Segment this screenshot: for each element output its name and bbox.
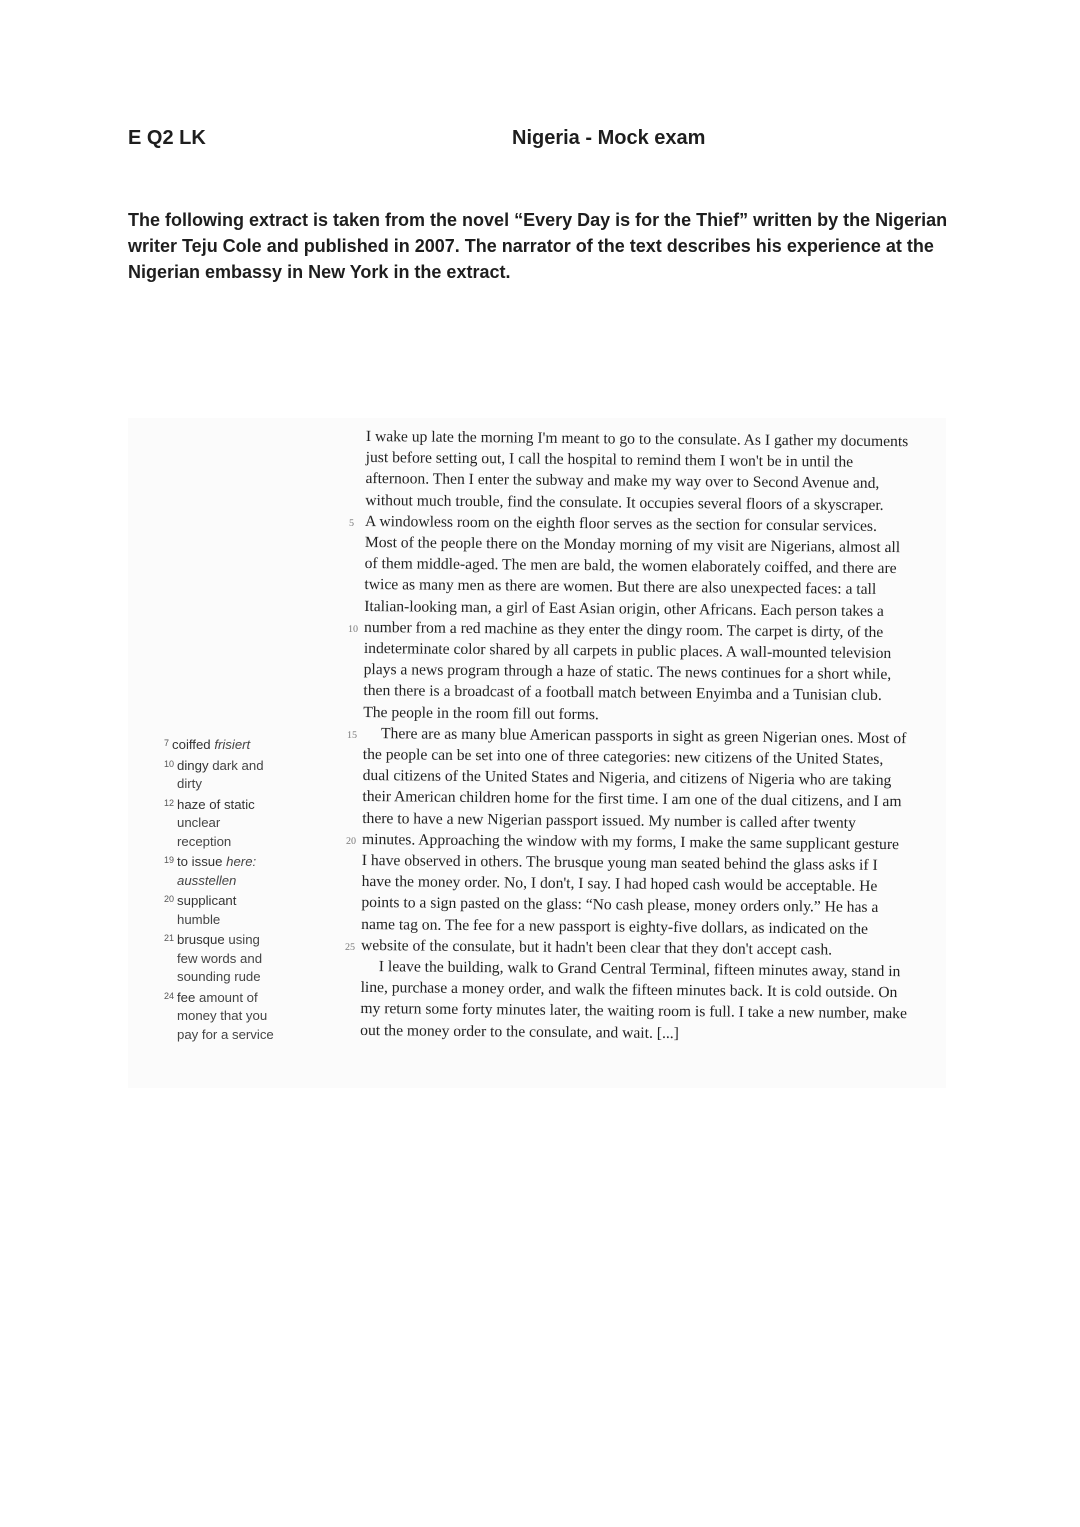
glossary-line-ref: 10 bbox=[164, 758, 175, 769]
text-line: twice as many men as there are women. But there are also unexpected faces: a tall bbox=[364, 576, 877, 599]
text-line: Most of the people there on the Monday morning of my visit are Nigerians, almost all bbox=[364, 534, 901, 557]
text-line: Italian-looking man, a girl of East Asian origin, other Africans. Each person takes a bbox=[364, 597, 884, 620]
glossary-definition: unclear bbox=[177, 815, 221, 830]
text-line: I leave the building, walk to Grand Central Terminal, fifteen minutes away, stand in bbox=[378, 958, 901, 981]
glossary-entry bbox=[164, 755, 284, 794]
line-number: 20 bbox=[345, 835, 357, 847]
glossary-term: dingy bbox=[177, 757, 209, 773]
glossary-definition: amount of bbox=[199, 989, 258, 1005]
text-line: of them middle-aged. The men are bald, the women elaborately coiffed, and there are bbox=[364, 555, 897, 578]
text-line: The people in the room fill out forms. bbox=[363, 703, 599, 723]
novel-extract bbox=[344, 426, 932, 1046]
text-line: the people can be set into one of three categories: new citizens of the United States, bbox=[362, 746, 884, 769]
text-line: indeterminate color shared by all carpets in public places. A wall-mounted television bbox=[363, 640, 892, 663]
line-number: 15 bbox=[346, 729, 358, 741]
glossary-term: to issue bbox=[177, 854, 223, 869]
glossary-entry bbox=[164, 929, 284, 987]
line-number: 10 bbox=[347, 623, 359, 635]
text-line: A windowless room on the eighth floor serves as the section for consular services. bbox=[365, 512, 878, 535]
glossary-definition: sounding rude bbox=[177, 969, 261, 984]
glossary-entry bbox=[164, 794, 284, 852]
glossary-entry bbox=[164, 987, 284, 1045]
text-line: There are as many blue American passports in sight as green Nigerian ones. Most of bbox=[380, 725, 907, 748]
text-line: their American children home for the first time. I am one of the dual citizens, and I am bbox=[362, 788, 902, 811]
glossary-definition: frisiert bbox=[214, 737, 251, 752]
glossary-line-ref: 20 bbox=[164, 894, 175, 904]
page-title: Nigeria - Mock exam bbox=[512, 127, 706, 149]
glossary-term: supplicant bbox=[177, 893, 237, 908]
glossary-definition: money that you bbox=[177, 1008, 268, 1023]
glossary-line-ref: 7 bbox=[164, 738, 170, 748]
glossary-entry bbox=[164, 890, 284, 929]
text-line: minutes. Approaching the window with my forms, I make the same supplicant gesture bbox=[361, 830, 900, 853]
glossary-entry bbox=[164, 851, 284, 890]
scanned-extract bbox=[128, 418, 946, 1088]
text-line: my return some forty minutes later, the waiting room is full. I take a new number, make bbox=[360, 1000, 908, 1023]
glossary-definition: here: bbox=[226, 854, 257, 869]
glossary-definition: ausstellen bbox=[177, 872, 237, 888]
line-number: 5 bbox=[349, 517, 355, 529]
glossary-line-ref: 12 bbox=[164, 797, 175, 808]
glossary-line-ref: 19 bbox=[164, 855, 175, 865]
glossary-entry bbox=[164, 734, 284, 755]
glossary-term: coiffed bbox=[172, 737, 211, 752]
glossary-definition: reception bbox=[177, 833, 232, 849]
glossary-definition: few words and bbox=[177, 950, 263, 966]
text-line: points to a sign pasted on the glass: “No cash please, money orders only.” He has a bbox=[361, 894, 879, 917]
text-line: out the money order to the consulate, and wait. [...] bbox=[360, 1021, 679, 1042]
text-line: plays a news program through a haze of static. The news continues for a short while, bbox=[363, 661, 892, 684]
text-line: line, purchase a money order, and walk the fifteen minutes back. It is cold outside. On bbox=[360, 979, 898, 1002]
glossary-line-ref: 21 bbox=[164, 933, 175, 943]
glossary-definition: dark and bbox=[212, 757, 264, 773]
text-line: then there is a broadcast of a football match between Enyimba and a Tunisian club. bbox=[363, 682, 882, 705]
text-line: I wake up late the morning I'm meant to go to the consulate. As I gather my documents bbox=[365, 427, 909, 451]
text-line: number from a red machine as they enter the dingy room. The carpet is dirty, of the bbox=[363, 618, 884, 641]
text-line: website of the consulate, but it hadn't been clear that they don't accept cash. bbox=[360, 936, 833, 959]
line-number: 25 bbox=[344, 941, 356, 953]
course-label: E Q2 LK bbox=[128, 127, 206, 149]
text-line: there to have a new Nigerian passport issued. My number is called after twenty bbox=[362, 809, 856, 832]
glossary-line-ref: 24 bbox=[164, 990, 175, 1001]
text-line: I have observed in others. The brusque young man seated behind the glass asks if I bbox=[361, 852, 878, 874]
glossary-definition: pay for a service bbox=[177, 1026, 274, 1042]
vocabulary-glossary bbox=[164, 734, 284, 1044]
glossary-term: fee bbox=[177, 989, 196, 1005]
glossary-term: haze of static bbox=[177, 796, 255, 812]
text-line: name tag on. The fee for a new passport is eighty-five dollars, as indicated on the bbox=[361, 915, 869, 938]
glossary-definition: humble bbox=[177, 911, 221, 927]
task-introduction: The following extract is taken from the novel “Every Day is for the Thief” written by the Nigerian writer Teju Cole and published in 2007. The narrator of the text describes his experience at the Nigerian embassy in New York in the extract. bbox=[128, 210, 948, 282]
glossary-term: brusque bbox=[177, 932, 225, 947]
text-line: without much trouble, find the consulate. It occupies several floors of a skyscraper. bbox=[365, 491, 884, 514]
text-line: just before setting out, I call the hospital to remind them I won't be in until the bbox=[365, 449, 854, 471]
text-line: dual citizens of the United States and Nigeria, and citizens of Nigeria who are taking bbox=[362, 767, 892, 790]
glossary-definition: using bbox=[228, 932, 260, 947]
text-line: afternoon. Then I enter the subway and make my way over to Second Avenue and, bbox=[365, 470, 880, 493]
glossary-definition: dirty bbox=[177, 776, 202, 791]
text-line: have the money order. No, I don't, I say. I had hoped cash would be acceptable. He bbox=[361, 873, 878, 896]
